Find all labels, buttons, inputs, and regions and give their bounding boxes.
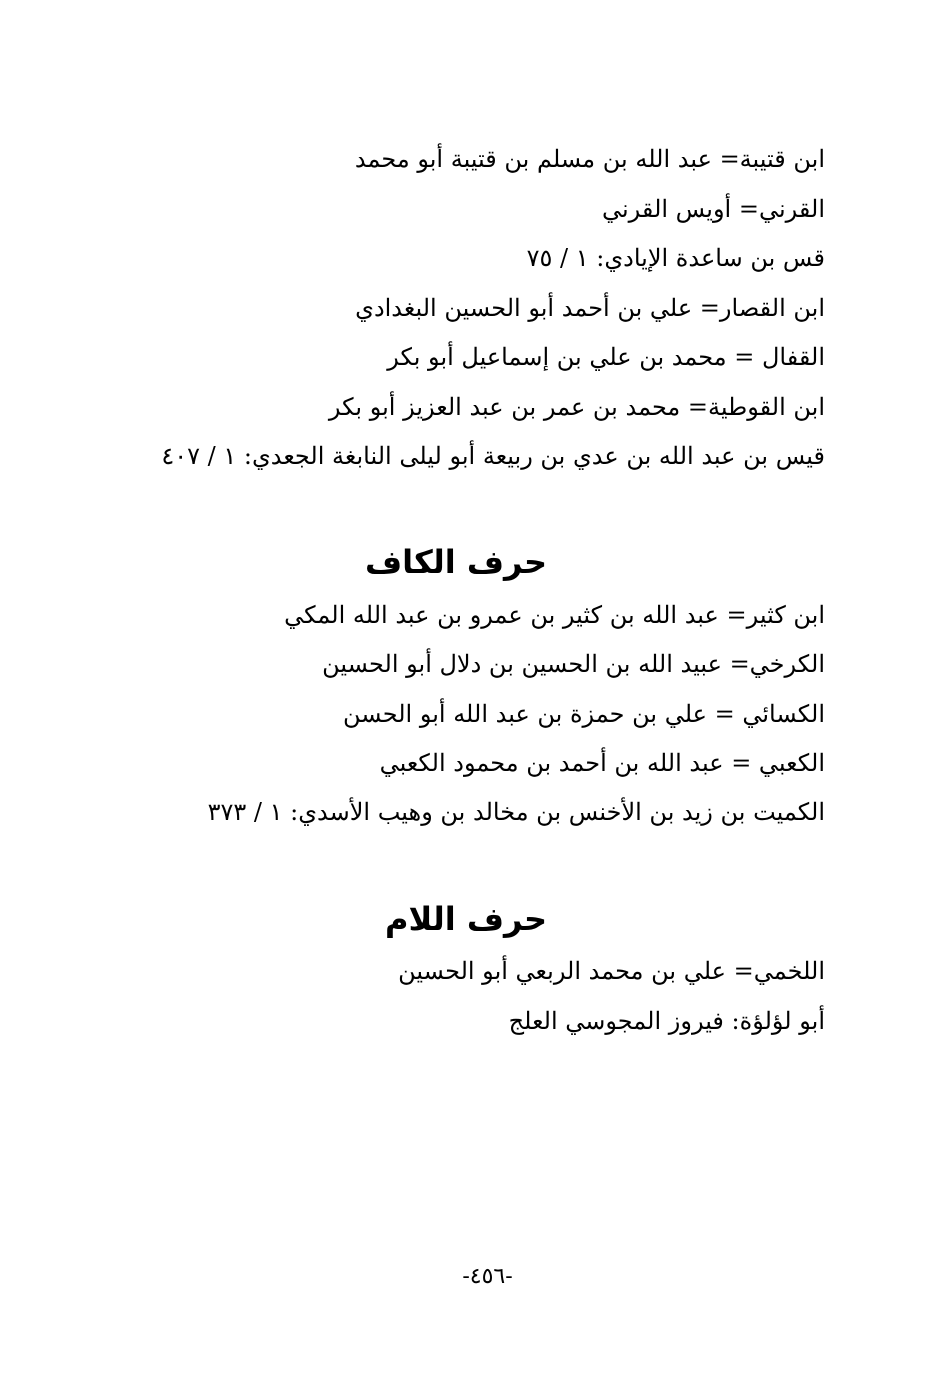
page-number: -٤٥٦- xyxy=(462,1264,513,1289)
entry-qays-ibn-abdullah: قيس بن عبد الله بن عدي بن ربيعة أبو ليلى النابغة الجعدي: ١ / ٤٠٧ xyxy=(161,442,825,470)
entry-al-karkhi: الكرخي= عبيد الله بن الحسين بن دلال أبو الحسين xyxy=(322,650,825,678)
entry-al-qaffal: القفال = محمد بن علي بن إسماعيل أبو بكر xyxy=(387,343,825,371)
entry-ibn-al-qassar: ابن القصار= علي بن أحمد أبو الحسين البغدادي xyxy=(355,294,825,322)
section-heading-lam: حرف اللام xyxy=(384,900,547,938)
entry-quss-ibn-saida: قس بن ساعدة الإيادي: ١ / ٧٥ xyxy=(526,244,825,272)
entry-al-qarni: القرني= أويس القرني xyxy=(602,195,825,223)
entry-al-lakhmi: اللخمي= علي بن محمد الربعي أبو الحسين xyxy=(398,957,825,985)
entry-ibn-kathir: ابن كثير= عبد الله بن كثير بن عمرو بن عبد الله المكي xyxy=(284,601,825,629)
entry-al-kumayt: الكميت بن زيد بن الأخنس بن مخالد بن وهيب الأسدي: ١ / ٣٧٣ xyxy=(207,798,825,826)
entry-al-kabi: الكعبي = عبد الله بن أحمد بن محمود الكعبي xyxy=(379,749,825,777)
entry-ibn-al-qutiyya: ابن القوطية= محمد بن عمر بن عبد العزيز أبو بكر xyxy=(328,393,825,421)
entry-abu-lulua: أبو لؤلؤة: فيروز المجوسي العلج xyxy=(508,1007,825,1035)
section-heading-kaf: حرف الكاف xyxy=(364,543,547,581)
entry-al-kisai: الكسائي = علي بن حمزة بن عبد الله أبو الحسن xyxy=(343,700,825,728)
entry-ibn-qutayba: ابن قتيبة= عبد الله بن مسلم بن قتيبة أبو محمد xyxy=(354,145,825,173)
